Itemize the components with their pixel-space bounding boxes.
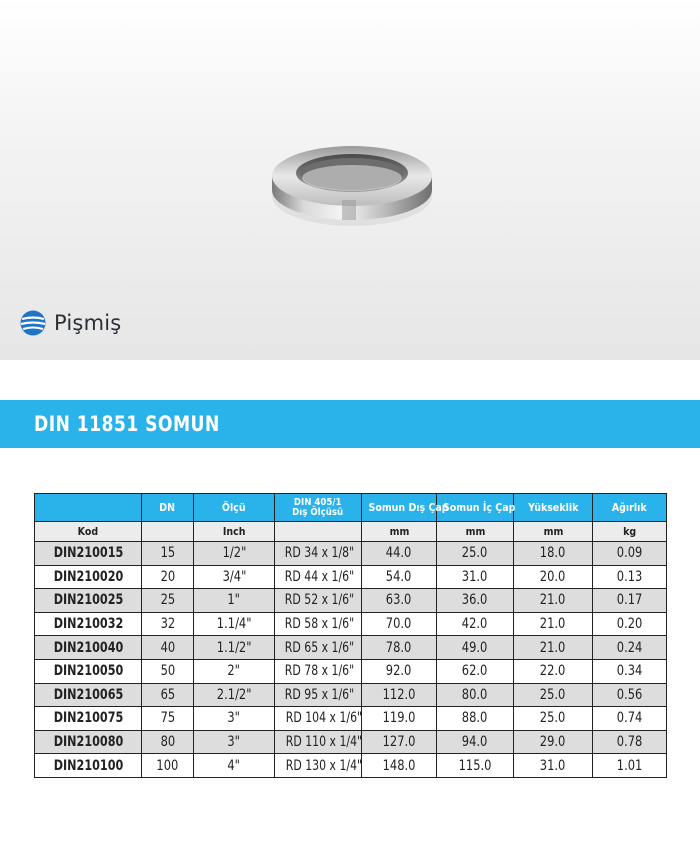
cell-olcu: 1.1/4" [194, 612, 275, 636]
cell-code: DIN210040 [35, 636, 142, 660]
table-row [35, 565, 667, 589]
cell-thread: RD 110 x 1/4" [275, 730, 362, 754]
cell-outer: 78.0 [362, 636, 437, 660]
cell-code: DIN210075 [35, 707, 142, 731]
cell-inner: 62.0 [437, 659, 514, 683]
cell-weight: 0.09 [593, 542, 667, 566]
cell-thread: RD 52 x 1/6" [275, 589, 362, 613]
cell-thread: RD 58 x 1/6" [275, 612, 362, 636]
unit-cell: mm [437, 522, 514, 542]
cell-olcu: 1.1/2" [194, 636, 275, 660]
table-header-row [35, 494, 667, 522]
cell-outer: 148.0 [362, 754, 437, 778]
cell-weight: 0.34 [593, 659, 667, 683]
cell-outer: 70.0 [362, 612, 437, 636]
cell-olcu: 3" [194, 730, 275, 754]
cell-inner: 115.0 [437, 754, 514, 778]
cell-inner: 42.0 [437, 612, 514, 636]
cell-thread: RD 104 x 1/6" [275, 707, 362, 731]
cell-inner: 80.0 [437, 683, 514, 707]
cell-dn: 65 [142, 683, 194, 707]
header-cell-weight: Ağırlık [593, 494, 667, 522]
cell-weight: 0.13 [593, 565, 667, 589]
cell-olcu: 2.1/2" [194, 683, 275, 707]
cell-thread: RD 65 x 1/6" [275, 636, 362, 660]
nut-product-image [268, 138, 436, 230]
cell-olcu: 2" [194, 659, 275, 683]
cell-code: DIN210015 [35, 542, 142, 566]
header-cell-outer-diameter: Somun Dış Çap [362, 494, 437, 522]
cell-code: DIN210025 [35, 589, 142, 613]
cell-height: 21.0 [514, 589, 593, 613]
cell-weight: 0.74 [593, 707, 667, 731]
table-row [35, 542, 667, 566]
cell-inner: 94.0 [437, 730, 514, 754]
unit-cell: mm [514, 522, 593, 542]
cell-height: 25.0 [514, 683, 593, 707]
cell-dn: 25 [142, 589, 194, 613]
cell-dn: 100 [142, 754, 194, 778]
page-title: DIN 11851 SOMUN [34, 412, 220, 436]
table-row [35, 589, 667, 613]
cell-thread: RD 130 x 1/4" [275, 754, 362, 778]
cell-code: DIN210080 [35, 730, 142, 754]
cell-outer: 119.0 [362, 707, 437, 731]
cell-height: 29.0 [514, 730, 593, 754]
cell-inner: 36.0 [437, 589, 514, 613]
unit-cell: kg [593, 522, 667, 542]
cell-dn: 80 [142, 730, 194, 754]
cell-height: 22.0 [514, 659, 593, 683]
cell-outer: 112.0 [362, 683, 437, 707]
cell-dn: 50 [142, 659, 194, 683]
cell-dn: 15 [142, 542, 194, 566]
cell-outer: 127.0 [362, 730, 437, 754]
cell-olcu: 3" [194, 707, 275, 731]
cell-weight: 0.24 [593, 636, 667, 660]
cell-outer: 44.0 [362, 542, 437, 566]
unit-cell [275, 522, 362, 542]
table-row [35, 730, 667, 754]
cell-weight: 0.17 [593, 589, 667, 613]
cell-inner: 49.0 [437, 636, 514, 660]
cell-outer: 63.0 [362, 589, 437, 613]
cell-olcu: 1" [194, 589, 275, 613]
cell-dn: 75 [142, 707, 194, 731]
cell-code: DIN210050 [35, 659, 142, 683]
cell-weight: 0.56 [593, 683, 667, 707]
cell-weight: 0.78 [593, 730, 667, 754]
table-row [35, 612, 667, 636]
cell-height: 18.0 [514, 542, 593, 566]
table-row [35, 754, 667, 778]
brand-name: Pişmiş [54, 311, 122, 335]
header-cell-olcu: Ölçü [194, 494, 275, 522]
brand-logo-icon [20, 310, 46, 336]
spec-table [34, 493, 667, 778]
cell-weight: 1.01 [593, 754, 667, 778]
cell-thread: RD 44 x 1/6" [275, 565, 362, 589]
cell-dn: 20 [142, 565, 194, 589]
table-row [35, 683, 667, 707]
cell-dn: 40 [142, 636, 194, 660]
hero-section [0, 0, 700, 360]
unit-cell [142, 522, 194, 542]
table-row [35, 636, 667, 660]
table-row [35, 659, 667, 683]
cell-outer: 54.0 [362, 565, 437, 589]
units-row [35, 522, 667, 542]
cell-code: DIN210032 [35, 612, 142, 636]
cell-inner: 31.0 [437, 565, 514, 589]
cell-height: 31.0 [514, 754, 593, 778]
cell-code: DIN210065 [35, 683, 142, 707]
cell-inner: 88.0 [437, 707, 514, 731]
cell-code: DIN210100 [35, 754, 142, 778]
cell-thread: RD 95 x 1/6" [275, 683, 362, 707]
header-cell-din405: DIN 405/1 Dış Ölçüsü [275, 494, 362, 522]
cell-thread: RD 78 x 1/6" [275, 659, 362, 683]
unit-cell: Inch [194, 522, 275, 542]
cell-height: 20.0 [514, 565, 593, 589]
cell-inner: 25.0 [437, 542, 514, 566]
cell-dn: 32 [142, 612, 194, 636]
header-cell-height: Yükseklik [514, 494, 593, 522]
header-cell-dn: DN [142, 494, 194, 522]
cell-height: 25.0 [514, 707, 593, 731]
table-row [35, 707, 667, 731]
cell-outer: 92.0 [362, 659, 437, 683]
cell-height: 21.0 [514, 636, 593, 660]
cell-code: DIN210020 [35, 565, 142, 589]
cell-olcu: 4" [194, 754, 275, 778]
cell-height: 21.0 [514, 612, 593, 636]
unit-cell: mm [362, 522, 437, 542]
cell-olcu: 1/2" [194, 542, 275, 566]
cell-weight: 0.20 [593, 612, 667, 636]
header-cell-inner-diameter: Somun İç Çap [437, 494, 514, 522]
cell-thread: RD 34 x 1/8" [275, 542, 362, 566]
unit-cell: Kod [35, 522, 142, 542]
brand-logo [20, 310, 121, 336]
header-cell-code [35, 494, 142, 522]
cell-olcu: 3/4" [194, 565, 275, 589]
